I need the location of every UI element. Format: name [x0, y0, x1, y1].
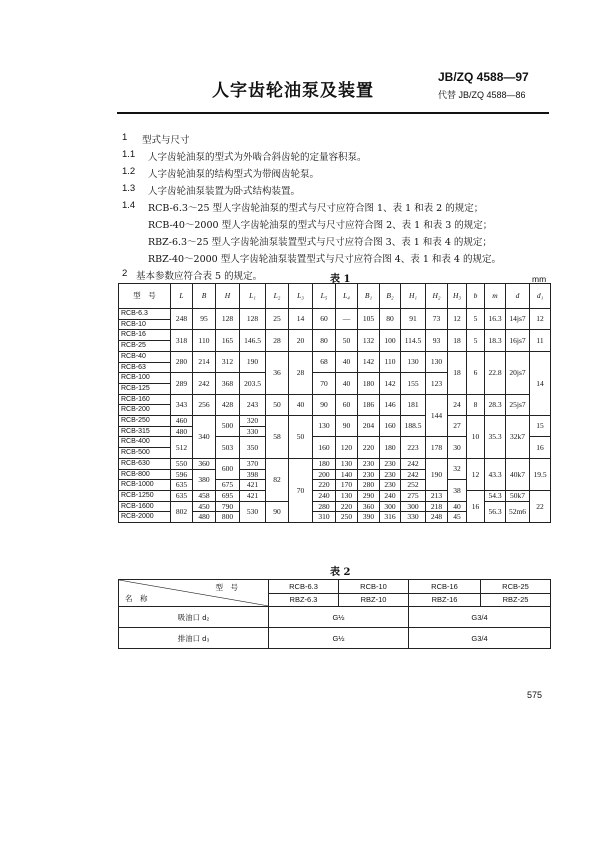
table-cell: 480: [193, 512, 216, 523]
table-cell: 330: [240, 426, 266, 437]
table-cell: 100: [380, 330, 401, 351]
header-divider: [117, 112, 549, 114]
table-cell: 218: [426, 501, 448, 512]
section-text: 基本参数应符合表 5 的规定。: [136, 271, 263, 282]
table-cell: 695: [216, 490, 240, 501]
table-cell: 130: [426, 351, 448, 372]
table-cell: 32k7: [506, 416, 530, 459]
table-cell: 40: [289, 394, 313, 415]
table-cell: 310: [313, 512, 336, 523]
table-cell: 142: [380, 373, 401, 394]
table-cell: 5: [467, 330, 485, 351]
table-cell: 512: [171, 437, 193, 458]
table-cell: 275: [401, 490, 426, 501]
table-header: B₂: [380, 284, 401, 309]
table-cell: 28: [289, 351, 313, 394]
table-cell: 503: [216, 437, 240, 458]
table-cell: 120: [336, 437, 358, 458]
table-cell: 80: [313, 330, 336, 351]
row-label: 吸油口 d₂: [119, 607, 269, 628]
table-cell: 252: [401, 480, 426, 491]
section-number: 1.3: [122, 183, 136, 194]
table-cell: 14js7: [506, 309, 530, 330]
table-cell: 140: [336, 469, 358, 480]
model-cell: RCB-1250: [119, 490, 171, 501]
table-cell: 380: [193, 469, 216, 490]
table-cell: G½: [269, 607, 409, 628]
table-cell: 18: [448, 351, 467, 394]
table-cell: 16: [467, 490, 485, 522]
table-cell: 596: [171, 469, 193, 480]
table-cell: 220: [313, 480, 336, 491]
table-row: [119, 580, 551, 594]
model-cell: RCB-1000: [119, 480, 171, 491]
table-cell: 214: [193, 351, 216, 372]
table-cell: —: [336, 309, 358, 330]
table-cell: 155: [401, 373, 426, 394]
table-cell: 144: [426, 394, 448, 437]
table-cell: 242: [193, 373, 216, 394]
table-cell: 248: [171, 309, 193, 330]
table-header: L₄: [336, 284, 358, 309]
table-row: [119, 394, 551, 405]
table-row: [119, 628, 551, 649]
table-row: [119, 490, 551, 501]
table-cell: 230: [358, 458, 380, 469]
table-cell: 95: [193, 309, 216, 330]
table-row: [119, 351, 551, 362]
table-cell: 165: [216, 330, 240, 351]
model-cell: RCB-200: [119, 405, 171, 416]
table-cell: 256: [193, 394, 216, 415]
table-cell: RCB-10: [339, 580, 409, 594]
page-number: 575: [527, 690, 543, 700]
table-cell: 58: [266, 416, 289, 459]
table-cell: 123: [426, 373, 448, 394]
table-cell: 60: [336, 394, 358, 415]
table-cell: 316: [380, 512, 401, 523]
table-cell: 360: [193, 458, 216, 469]
table-cell: 14: [289, 309, 313, 330]
table-cell: 28.3: [485, 394, 506, 415]
table-cell: 203.5: [240, 373, 266, 394]
table-cell: 128: [216, 309, 240, 330]
table-cell: 36: [266, 351, 289, 394]
table-cell: 35.3: [485, 416, 506, 459]
table-cell: 24: [448, 394, 467, 415]
table-cell: 80: [380, 309, 401, 330]
table-cell: 40: [448, 501, 467, 512]
table-cell: 230: [358, 469, 380, 480]
table-cell: 800: [216, 512, 240, 523]
table-cell: 243: [240, 394, 266, 415]
section-text: RBZ-6.3～25 型人字齿轮油泵装置型式与尺寸应符合图 3、表 1 和表 4 的规定；: [148, 237, 492, 248]
section-number: 1: [122, 132, 128, 143]
table-cell: 190: [426, 458, 448, 490]
table-cell: 90: [336, 416, 358, 437]
table-cell: 110: [380, 351, 401, 372]
table-cell: 188.5: [401, 416, 426, 437]
table-cell: 54.3: [485, 490, 506, 501]
table-cell: 90: [266, 501, 289, 522]
table-cell: 50: [289, 416, 313, 459]
table-cell: 20: [289, 330, 313, 351]
table-cell: 16.3: [485, 309, 506, 330]
table-cell: 500: [216, 416, 240, 437]
section-number: 1.1: [122, 149, 136, 160]
table-header: b: [467, 284, 485, 309]
table1-unit: mm: [532, 274, 547, 284]
table-cell: 360: [358, 501, 380, 512]
table-cell: 180: [313, 458, 336, 469]
table-cell: 40: [336, 373, 358, 394]
table-cell: 114.5: [401, 330, 426, 351]
table-cell: 27: [448, 416, 467, 437]
table-cell: 250: [336, 512, 358, 523]
table-cell: 16js7: [506, 330, 530, 351]
table-cell: 230: [380, 458, 401, 469]
model-cell: RCB-2000: [119, 512, 171, 523]
table-cell: 12: [530, 309, 551, 330]
table-header: B₁: [358, 284, 380, 309]
model-cell: RCB-10: [119, 319, 171, 330]
table-cell: 22: [530, 490, 551, 522]
table-header: L₃: [289, 284, 313, 309]
table-cell: 73: [426, 309, 448, 330]
table-cell: 5: [467, 309, 485, 330]
table-header: L: [171, 284, 193, 309]
table-cell: 280: [358, 480, 380, 491]
table-cell: 312: [216, 351, 240, 372]
table-cell: 12: [448, 309, 467, 330]
table-cell: 180: [380, 437, 401, 458]
table-cell: 635: [171, 490, 193, 501]
table-header: m: [485, 284, 506, 309]
table-cell: 60: [313, 309, 336, 330]
dimension-table: [118, 283, 551, 523]
table-cell: 91: [401, 309, 426, 330]
section-text: RCB-40～2000 型人字齿轮油泵的型式与尺寸应符合图 2、表 1 和表 3 的规定；: [148, 220, 493, 231]
table-cell: 11: [530, 330, 551, 351]
table-cell: 230: [380, 480, 401, 491]
table-cell: 242: [401, 458, 426, 469]
section-number: 2: [122, 268, 128, 279]
table-cell: 460: [171, 416, 193, 427]
model-cell: RCB-25: [119, 341, 171, 352]
table-cell: 300: [380, 501, 401, 512]
model-cell: RCB-800: [119, 469, 171, 480]
table-cell: 45: [448, 512, 467, 523]
table-cell: 300: [401, 501, 426, 512]
table-cell: RBZ-25: [481, 593, 551, 607]
table-cell: 220: [336, 501, 358, 512]
table-cell: 340: [193, 416, 216, 459]
table-cell: 320: [240, 416, 266, 427]
table-header: H₃: [448, 284, 467, 309]
table-cell: 242: [401, 469, 426, 480]
table-header: d₁: [530, 284, 551, 309]
table-cell: 330: [401, 512, 426, 523]
replaces-standard: 代替 JB/ZQ 4588—86: [438, 90, 526, 100]
section-text: 人字齿轮油泵的型式为外啮合斜齿轮的定量容积泵。: [148, 152, 367, 163]
model-cell: RCB-250: [119, 416, 171, 427]
table2-caption: 表 2: [330, 567, 351, 578]
section-number: 1.4: [122, 200, 136, 211]
table-cell: 52m6: [506, 501, 530, 522]
table-cell: 160: [380, 416, 401, 437]
table-header: L₁: [240, 284, 266, 309]
table-header: d: [506, 284, 530, 309]
table-cell: 421: [240, 480, 266, 491]
model-cell: RCB-160: [119, 394, 171, 405]
table-cell: 160: [313, 437, 336, 458]
table-cell: 290: [358, 490, 380, 501]
table-cell: 200: [313, 469, 336, 480]
table-row: [119, 501, 551, 512]
table-cell: 38: [448, 480, 467, 501]
header-model-label: 型 号: [215, 583, 238, 592]
table-cell: 22.8: [485, 351, 506, 394]
table-cell: 105: [358, 309, 380, 330]
table-cell: 68: [313, 351, 336, 372]
table-cell: 223: [401, 437, 426, 458]
table-cell: 18: [448, 330, 467, 351]
table-cell: 6: [467, 351, 485, 394]
table-cell: RBZ-6.3: [269, 593, 339, 607]
table-cell: 230: [380, 469, 401, 480]
table-header: 型 号: [119, 284, 171, 309]
table-cell: 675: [216, 480, 240, 491]
table-cell: 130: [401, 351, 426, 372]
document-title: 人字齿轮油泵及装置: [212, 81, 374, 101]
table-cell: 170: [336, 480, 358, 491]
model-cell: RCB-315: [119, 426, 171, 437]
model-cell: RCB-40: [119, 351, 171, 362]
table-cell: 248: [426, 512, 448, 523]
table-cell: 318: [171, 330, 193, 351]
table-cell: 32: [448, 458, 467, 479]
model-cell: RCB-63: [119, 362, 171, 373]
section-text: RCB-6.3～25 型人字齿轮油泵的型式与尺寸应符合图 1、表 1 和表 2 的规定；: [148, 203, 484, 214]
table-cell: 368: [216, 373, 240, 394]
table-cell: 132: [358, 330, 380, 351]
table-cell: 18.3: [485, 330, 506, 351]
model-cell: RCB-6.3: [119, 309, 171, 320]
diagonal-header-cell: [119, 580, 269, 607]
table-cell: 25js7: [506, 394, 530, 415]
table-header: L₂: [266, 284, 289, 309]
table-cell: 146.5: [240, 330, 266, 351]
table-cell: 50k7: [506, 490, 530, 501]
table-cell: 240: [313, 490, 336, 501]
table-header-row: [119, 284, 551, 309]
table-cell: 10: [467, 416, 485, 459]
table-cell: 530: [240, 501, 266, 522]
table-header: B: [193, 284, 216, 309]
table-cell: G3/4: [409, 607, 551, 628]
table-cell: 40k7: [506, 458, 530, 490]
table-cell: G3/4: [409, 628, 551, 649]
table-cell: 130: [336, 458, 358, 469]
table-cell: 421: [240, 490, 266, 501]
table-cell: 204: [358, 416, 380, 437]
table-cell: 802: [171, 501, 193, 522]
row-label: 排油口 d₃: [119, 628, 269, 649]
table-cell: 20js7: [506, 351, 530, 394]
table-cell: 398: [240, 469, 266, 480]
section-text: 型式与尺寸: [142, 135, 190, 146]
port-table: [118, 579, 551, 649]
table-cell: 110: [193, 330, 216, 351]
table-cell: 128: [240, 309, 266, 330]
table-cell: 186: [358, 394, 380, 415]
model-cell: RCB-500: [119, 448, 171, 459]
table-cell: 390: [358, 512, 380, 523]
header-name-label: 名 称: [125, 594, 148, 603]
standard-number: JB/ZQ 4588—97: [438, 70, 529, 84]
table-cell: RCB-16: [409, 580, 481, 594]
table-cell: 15: [530, 416, 551, 437]
table-header: H₁: [401, 284, 426, 309]
table-cell: 56.3: [485, 501, 506, 522]
table-row: [119, 416, 551, 427]
table-cell: 600: [216, 458, 240, 479]
table-row: [119, 458, 551, 469]
table-cell: 280: [171, 351, 193, 372]
model-cell: RCB-125: [119, 383, 171, 394]
model-cell: RCB-400: [119, 437, 171, 448]
table-cell: 70: [289, 458, 313, 522]
table-header: H: [216, 284, 240, 309]
table-cell: 19.5: [530, 458, 551, 490]
table-cell: 130: [336, 490, 358, 501]
table-cell: 14: [530, 351, 551, 415]
table-cell: RCB-6.3: [269, 580, 339, 594]
table-header: H₂: [426, 284, 448, 309]
table-cell: RCB-25: [481, 580, 551, 594]
model-cell: RCB-100: [119, 373, 171, 384]
section-text: RBZ-40～2000 型人字齿轮油泵装置型式与尺寸应符合图 4、表 1 和表 4 的规定。: [148, 254, 501, 265]
table1-caption: 表 1: [330, 274, 351, 285]
model-cell: RCB-1600: [119, 501, 171, 512]
table-cell: 550: [171, 458, 193, 469]
table-cell: 43.3: [485, 458, 506, 490]
table-cell: 458: [193, 490, 216, 501]
section-text: 人字齿轮油泵装置为卧式结构装置。: [148, 186, 301, 197]
table-cell: 635: [171, 480, 193, 491]
table-cell: 28: [266, 330, 289, 351]
model-cell: RCB-630: [119, 458, 171, 469]
table-cell: 220: [358, 437, 380, 458]
table-cell: 180: [358, 373, 380, 394]
table-cell: RBZ-16: [409, 593, 481, 607]
table-cell: 70: [313, 373, 336, 394]
table-cell: 90: [313, 394, 336, 415]
section-text: 人字齿轮油泵的结构型式为带阀齿轮泵。: [148, 169, 320, 180]
table-row: [119, 330, 551, 341]
table-cell: 240: [380, 490, 401, 501]
table-cell: 213: [426, 490, 448, 501]
table-cell: 146: [380, 394, 401, 415]
table-cell: 8: [467, 394, 485, 415]
table-cell: 142: [358, 351, 380, 372]
table-cell: G½: [269, 628, 409, 649]
table-cell: RBZ-10: [339, 593, 409, 607]
table-cell: 130: [313, 416, 336, 437]
table-cell: 480: [171, 426, 193, 437]
table-cell: 190: [240, 351, 266, 372]
table-cell: 50: [266, 394, 289, 415]
table-cell: 25: [266, 309, 289, 330]
table-cell: 428: [216, 394, 240, 415]
table-cell: 93: [426, 330, 448, 351]
table-cell: 370: [240, 458, 266, 469]
table-cell: 181: [401, 394, 426, 415]
table-row: [119, 309, 551, 320]
table-cell: 289: [171, 373, 193, 394]
table-row: [119, 607, 551, 628]
table-cell: 30: [448, 437, 467, 458]
table-cell: 40: [336, 351, 358, 372]
table-cell: 16: [530, 437, 551, 458]
table-cell: 280: [313, 501, 336, 512]
table-cell: 12: [467, 458, 485, 490]
table-cell: 450: [193, 501, 216, 512]
table-cell: 343: [171, 394, 193, 415]
section-number: 1.2: [122, 166, 136, 177]
model-cell: RCB-16: [119, 330, 171, 341]
table-cell: 82: [266, 458, 289, 501]
table-cell: 178: [426, 437, 448, 458]
table-cell: 350: [240, 437, 266, 458]
table-cell: 50: [336, 330, 358, 351]
table-header: L₅: [313, 284, 336, 309]
table-cell: 790: [216, 501, 240, 512]
